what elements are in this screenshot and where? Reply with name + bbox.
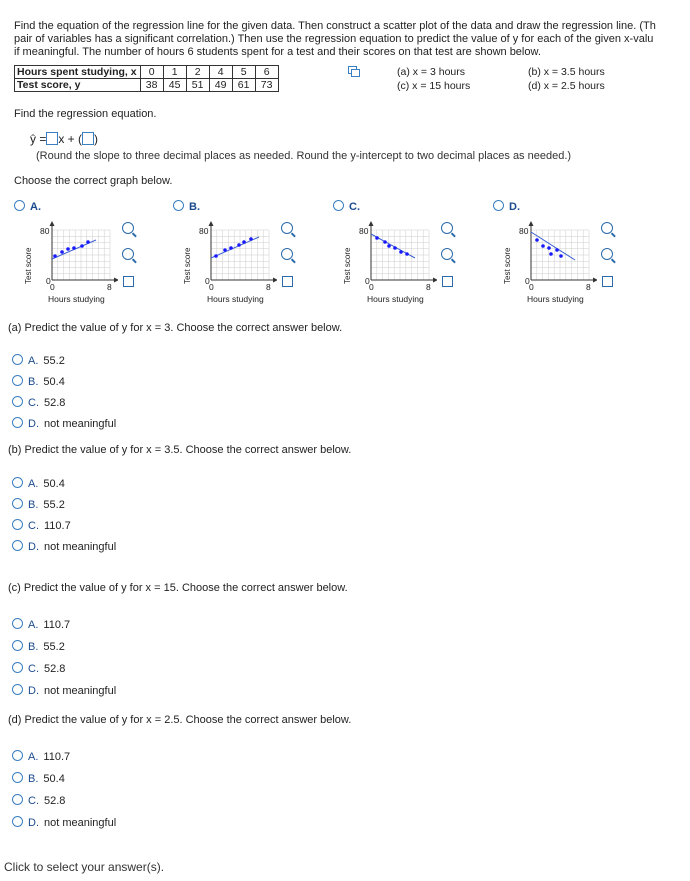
zoom-in-icon[interactable]	[281, 222, 293, 234]
table-cell: 73	[255, 79, 278, 92]
option-text: 52.8	[44, 397, 66, 409]
answer-option[interactable]	[12, 794, 65, 807]
option-letter: D.	[28, 541, 39, 553]
y-tick-label: 0	[205, 276, 210, 286]
data-point	[72, 246, 76, 250]
x-value-d: (d) x = 2.5 hours	[528, 80, 605, 92]
graph-option-d[interactable]	[493, 200, 520, 213]
radio-button[interactable]	[493, 200, 504, 211]
x-value-c: (c) x = 15 hours	[397, 80, 471, 92]
copy-data-icon[interactable]	[348, 66, 360, 77]
answer-option[interactable]	[12, 417, 116, 430]
x-tick-label: 0	[529, 282, 534, 292]
zoom-in-icon[interactable]	[601, 222, 613, 234]
data-point	[399, 250, 403, 254]
data-point	[214, 254, 218, 258]
question-prompt: (d) Predict the value of y for x = 2.5. Choose the correct answer below.	[8, 714, 352, 726]
radio-button[interactable]	[12, 640, 23, 651]
data-point	[223, 248, 227, 252]
zoom-in-icon[interactable]	[441, 222, 453, 234]
table-cell: 49	[209, 79, 232, 92]
data-point	[80, 244, 84, 248]
y-tick-label: 0	[46, 276, 51, 286]
y-tick-label: 0	[365, 276, 370, 286]
option-letter: A.	[28, 355, 39, 367]
data-point	[547, 246, 551, 250]
radio-button[interactable]	[12, 750, 23, 761]
option-letter: B.	[28, 376, 39, 388]
data-point	[535, 238, 539, 242]
option-text: 110.7	[43, 751, 71, 763]
table-cell: 45	[163, 79, 186, 92]
option-letter: D.	[509, 201, 520, 213]
graph-option-b[interactable]	[173, 200, 200, 213]
table-cell: 0	[140, 66, 163, 79]
answer-option[interactable]	[12, 477, 65, 490]
data-point	[541, 244, 545, 248]
x-axis-label: Hours studying	[367, 294, 424, 304]
data-point	[405, 252, 409, 256]
answer-option[interactable]	[12, 772, 65, 785]
y-tick-label: 80	[519, 226, 529, 236]
data-point	[229, 246, 233, 250]
data-point	[66, 247, 70, 251]
data-point	[375, 236, 379, 240]
table-cell: 51	[186, 79, 209, 92]
table-cell: 5	[232, 66, 255, 79]
external-link-icon[interactable]	[282, 276, 293, 287]
option-text: 52.8	[44, 795, 66, 807]
option-letter: B.	[189, 201, 200, 213]
radio-button[interactable]	[12, 772, 23, 783]
answer-option[interactable]	[12, 640, 65, 653]
radio-button[interactable]	[12, 417, 23, 428]
option-text: 50.4	[43, 478, 65, 490]
zoom-out-icon[interactable]	[122, 248, 134, 260]
x-tick-label: 8	[107, 282, 112, 292]
y-axis-label: Test score	[503, 247, 512, 284]
option-letter: D.	[28, 418, 39, 430]
data-table	[14, 65, 279, 92]
x-axis-label: Hours studying	[207, 294, 264, 304]
intro-line-3: if meaningful. The number of hours 6 students spent for a test and their scores on that test are shown below.	[14, 46, 541, 58]
y-tick-label: 80	[359, 226, 369, 236]
option-text: not meaningful	[44, 541, 117, 553]
question-prompt: (b) Predict the value of y for x = 3.5. Choose the correct answer below.	[8, 444, 352, 456]
answer-option[interactable]	[12, 396, 65, 409]
option-text: 55.2	[43, 499, 65, 511]
table-row-x	[15, 66, 279, 79]
option-text: 110.7	[44, 520, 71, 532]
data-point	[387, 244, 391, 248]
radio-button[interactable]	[12, 396, 23, 407]
radio-button[interactable]	[12, 354, 23, 365]
data-point	[86, 240, 90, 244]
data-point	[242, 240, 246, 244]
graph-option-c[interactable]	[333, 200, 360, 213]
y-tick-label: 0	[525, 276, 530, 286]
radio-button[interactable]	[12, 519, 23, 530]
x-tick-label: 0	[369, 282, 374, 292]
table-cell: 1	[163, 66, 186, 79]
table-row-y	[15, 79, 279, 92]
data-point	[393, 246, 397, 250]
answer-option[interactable]	[12, 816, 116, 829]
option-text: not meaningful	[44, 418, 117, 430]
radio-button[interactable]	[12, 816, 23, 827]
find-equation-prompt: Find the regression equation.	[14, 108, 157, 120]
zoom-out-icon[interactable]	[601, 248, 613, 260]
answer-option[interactable]	[12, 519, 71, 532]
external-link-icon[interactable]	[602, 276, 613, 287]
radio-button[interactable]	[14, 200, 25, 211]
option-letter: A.	[28, 478, 39, 490]
y-axis-label: Test score	[24, 247, 33, 284]
option-letter: C.	[28, 520, 39, 532]
x-tick-label: 0	[209, 282, 214, 292]
intro-line-2: pair of variables has a significant correlation.) Then use the regression equation to predict the value of y for each of the given x-valu	[14, 33, 654, 45]
y-axis-label: Test score	[343, 247, 352, 284]
y-axis-label: Test score	[183, 247, 192, 284]
choose-graph-prompt: Choose the correct graph below.	[14, 175, 173, 187]
x-axis-label: Hours studying	[527, 294, 584, 304]
option-letter: B.	[28, 499, 39, 511]
answer-option[interactable]	[12, 540, 116, 553]
x-plus-label: x +	[58, 132, 75, 146]
option-text: 55.2	[43, 641, 65, 653]
answer-option[interactable]	[12, 750, 70, 763]
question-prompt: (c) Predict the value of y for x = 15. Choose the correct answer below.	[8, 582, 348, 594]
x-value-b: (b) x = 3.5 hours	[528, 66, 605, 78]
yhat-label: ŷ =	[30, 132, 47, 146]
option-letter: D.	[28, 685, 39, 697]
data-point	[60, 250, 64, 254]
data-point	[549, 252, 553, 256]
radio-button[interactable]	[173, 200, 184, 211]
x-tick-label: 8	[426, 282, 431, 292]
option-letter: C.	[349, 201, 360, 213]
option-letter: B.	[28, 641, 39, 653]
zoom-out-icon[interactable]	[281, 248, 293, 260]
table-cell: 61	[232, 79, 255, 92]
radio-button[interactable]	[12, 375, 23, 386]
external-link-icon[interactable]	[123, 276, 134, 287]
option-text: 55.2	[43, 355, 65, 367]
radio-button[interactable]	[12, 477, 23, 488]
intercept-input[interactable]	[82, 132, 94, 145]
radio-button[interactable]	[12, 618, 23, 629]
answer-option[interactable]	[12, 375, 65, 388]
x-value-a: (a) x = 3 hours	[397, 66, 465, 78]
table-cell: 6	[255, 66, 278, 79]
graph-option-a[interactable]	[14, 200, 41, 213]
footer-instruction: Click to select your answer(s).	[4, 860, 165, 874]
slope-input[interactable]	[46, 132, 58, 145]
data-point	[249, 237, 253, 241]
option-text: 110.7	[43, 619, 71, 631]
data-point	[53, 254, 57, 258]
option-letter: A.	[30, 201, 41, 213]
option-letter: D.	[28, 817, 39, 829]
option-letter: B.	[28, 773, 39, 785]
rounding-note: (Round the slope to three decimal places as needed. Round the y-intercept to two decimal places as needed.)	[36, 150, 572, 162]
radio-button[interactable]	[12, 794, 23, 805]
zoom-in-icon[interactable]	[122, 222, 134, 234]
answer-option[interactable]	[12, 618, 70, 631]
data-point	[559, 254, 563, 258]
option-text: 50.4	[43, 376, 65, 388]
y-tick-label: 80	[40, 226, 50, 236]
radio-button[interactable]	[12, 498, 23, 509]
answer-option[interactable]	[12, 662, 65, 675]
answer-option[interactable]	[12, 354, 65, 367]
table-cell: 4	[209, 66, 232, 79]
option-text: 50.4	[43, 773, 65, 785]
zoom-out-icon[interactable]	[441, 248, 453, 260]
data-point	[555, 248, 559, 252]
option-text: not meaningful	[44, 685, 117, 697]
x-tick-label: 8	[586, 282, 591, 292]
option-letter: C.	[28, 663, 39, 675]
intro-line-1: Find the equation of the regression line for the given data. Then construct a scatter plot of the data and draw the regression line. (Th	[14, 20, 656, 32]
option-letter: A.	[28, 751, 39, 763]
option-text: not meaningful	[44, 817, 117, 829]
y-tick-label: 80	[199, 226, 209, 236]
answer-option[interactable]	[12, 684, 116, 697]
radio-button[interactable]	[333, 200, 344, 211]
table-cell: 38	[140, 79, 163, 92]
radio-button[interactable]	[12, 684, 23, 695]
radio-button[interactable]	[12, 540, 23, 551]
x-tick-label: 0	[50, 282, 55, 292]
x-axis-label: Hours studying	[48, 294, 105, 304]
option-text: 52.8	[44, 663, 66, 675]
option-letter: C.	[28, 795, 39, 807]
x-header: Hours spent studying, x	[15, 66, 141, 79]
data-point	[237, 243, 241, 247]
regression-equation: ŷ = x + ( )	[30, 132, 99, 146]
option-letter: C.	[28, 397, 39, 409]
x-tick-label: 8	[266, 282, 271, 292]
y-header: Test score, y	[15, 79, 141, 92]
question-prompt: (a) Predict the value of y for x = 3. Choose the correct answer below.	[8, 322, 343, 334]
table-cell: 2	[186, 66, 209, 79]
option-letter: A.	[28, 619, 39, 631]
external-link-icon[interactable]	[442, 276, 453, 287]
problem-intro	[14, 20, 690, 59]
radio-button[interactable]	[12, 662, 23, 673]
answer-option[interactable]	[12, 498, 65, 511]
data-point	[383, 240, 387, 244]
